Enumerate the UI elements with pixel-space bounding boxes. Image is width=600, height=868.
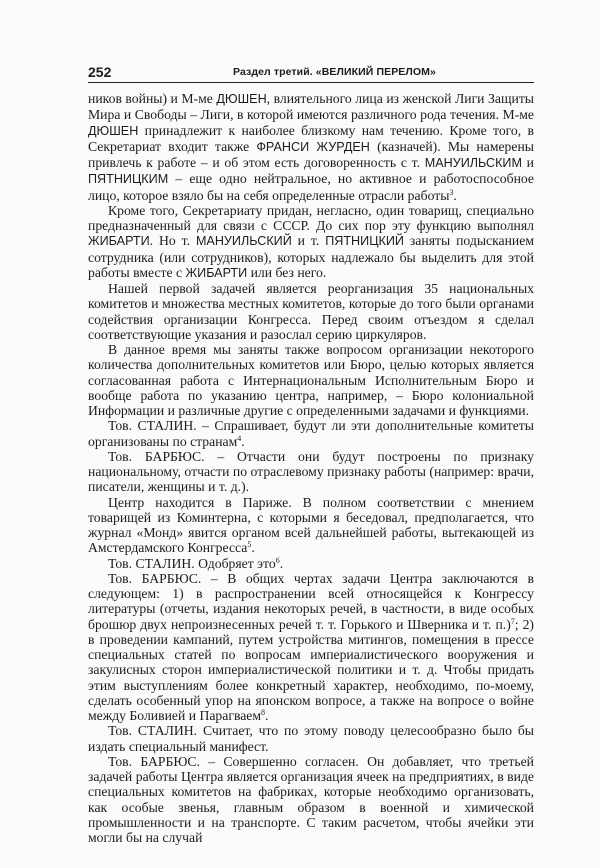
text-run: . Но т. [149,233,196,249]
footnote-ref: 4 [237,433,242,443]
text-run: принадлежит к наиболее близкому нам течению. Кроме того, в Секретариат входит также [88,122,534,154]
paragraph [88,556,534,571]
text-run: . [453,187,457,203]
running-header [88,62,534,83]
text-run: . [265,708,269,723]
document-body [88,91,534,845]
paragraph [88,723,534,754]
text-run: Кроме того, Секретариату придан, негласно, один товарищ, специально предназначенный для связи с СССР. До сих пор эту функцию выполнял [88,202,534,233]
footnote-ref: 7 [510,616,515,626]
text-run: Тов. СТАЛИН. – Спрашивает, будут ли эти дополнительные комитеты организованы по странам [88,418,534,449]
text-run: и т. [291,233,326,249]
text-run: . [251,540,255,556]
person-name: МАНУИЛЬСКИЙ [195,234,292,249]
footnote-ref: 6 [275,555,280,565]
text-run: ; 2) в проведении кампаний, путем устройства митингов, помещения в прессе специальных статей по вопросам империалистического вооружения и закулисных сторон империалистической политики и т. д. Чтобы придать этим выступлениям более конкретный характер, необходимо, по-моему, сделать особенный упор на японском вопросе, а также на вопросе о войне между Боливией и Парагваем [88,616,534,723]
footnote-ref: 5 [247,540,252,550]
person-name: ЖИБАРТИ [185,265,248,280]
person-name: ЖИБАРТИ [88,234,150,249]
running-title: Раздел третий. «ВЕЛИКИЙ ПЕРЕЛОМ» [233,66,436,78]
text-run: Тов. СТАЛИН. Считает, что по этому поводу целесообразно было бы издать специальный манифест. [88,723,534,754]
text-run: Тов. БАРБЮС. – Совершенно согласен. Он добавляет, что третьей задачей работы Центра является организация ячеек на предприятиях, в виде специальных комитетов на фабриках, которые необходимо организовать, как особые звенья, главным образом в военной и химической промышленности и на транспорте. С таким расчетом, чтобы ячейки эти могли бы на случай [88,753,534,845]
text-run: Тов. СТАЛИН. Одобряет это [108,555,276,571]
paragraph [88,281,534,342]
paragraph [88,754,534,846]
person-name: ПЯТНИЦКИМ [88,172,169,187]
text-run: ников войны) и М-ме [88,91,217,106]
person-name: ДЮШЕН [216,92,267,106]
footnote-ref: 8 [261,708,266,717]
text-run: заняты подысканием сотрудника (или сотрудников), которых надлежало бы выделить для этой работы вместе с [88,233,534,280]
paragraph [88,91,534,203]
paragraph [88,418,534,449]
paragraph [88,571,534,724]
person-name: ФРАНСИ ЖУРДЕН [256,139,370,154]
text-run: и [521,155,534,170]
text-run: В данное время мы заняты также вопросом организации некоторого количества дополнительных комитетов или Бюро, целью которых является согласованная работа с Интернациональным Исполнительным Бюро и вообще работа по указанию центра, например, – Бюро колониальной Информации и различные другие с определенными задачами и функциями. [88,342,534,418]
text-run: Нашей первой задачей является реорганизация 35 национальных комитетов и множества местных комитетов, которые до того были органами содействия организации Конгресса. Перед своим отъездом я сделал соответствующие указания и разослал серию циркуляров. [88,281,534,342]
text-run: или без него. [247,264,327,280]
paragraph [88,495,534,556]
text-run: Тов. БАРБЮС. – Отчасти они будут построены по признаку национальному, отчасти по отраслевому признаку работы (например: врачи, писатели, женщины и т. д.). [88,448,534,495]
person-name: ПЯТНИЦКИЙ [325,234,404,249]
text-run: Центр находится в Париже. В полном соответствии с мнением товарищей из Коминтерна, с которыми я беседовал, предполагается, что журнал «Монд» явится органом всей дальнейшей работы, вытекающей из Амстердамского Конгресса [88,494,534,556]
footnote-ref: 3 [449,187,454,197]
text-run: , влиятельного лица из женской Лиги Защиты Мира и Свободы – Лиги, в которой имеются различного рода течения. М-ме [88,91,534,123]
text-run: Тов. БАРБЮС. – В общих чертах задачи Центра заключаются в следующем: 1) в распространении всей относящейся к Конгрессу литературы (отчеты, издания некоторых речей, в частности, в виде особых брошюр двух непроизнесенных речей т. т. Горького и Шверника и т. п.) [88,570,534,632]
person-name: МАНУИЛЬСКИМ [424,156,522,170]
page-number: 252 [88,64,112,80]
text-run: – еще одно нейтральное, но активное и работоспособное лицо, которое взяло бы на себя определенные отрасли работы [88,171,534,203]
person-name: ДЮШЕН [88,123,139,138]
paragraph [88,342,534,418]
text-run: . [241,433,245,449]
text-run: . [279,555,284,571]
text-run: (казначей). Мы намерены привлечь к работе – и об этом есть договоренность с т. [88,138,534,170]
paragraph [88,203,534,281]
paragraph [88,449,534,495]
